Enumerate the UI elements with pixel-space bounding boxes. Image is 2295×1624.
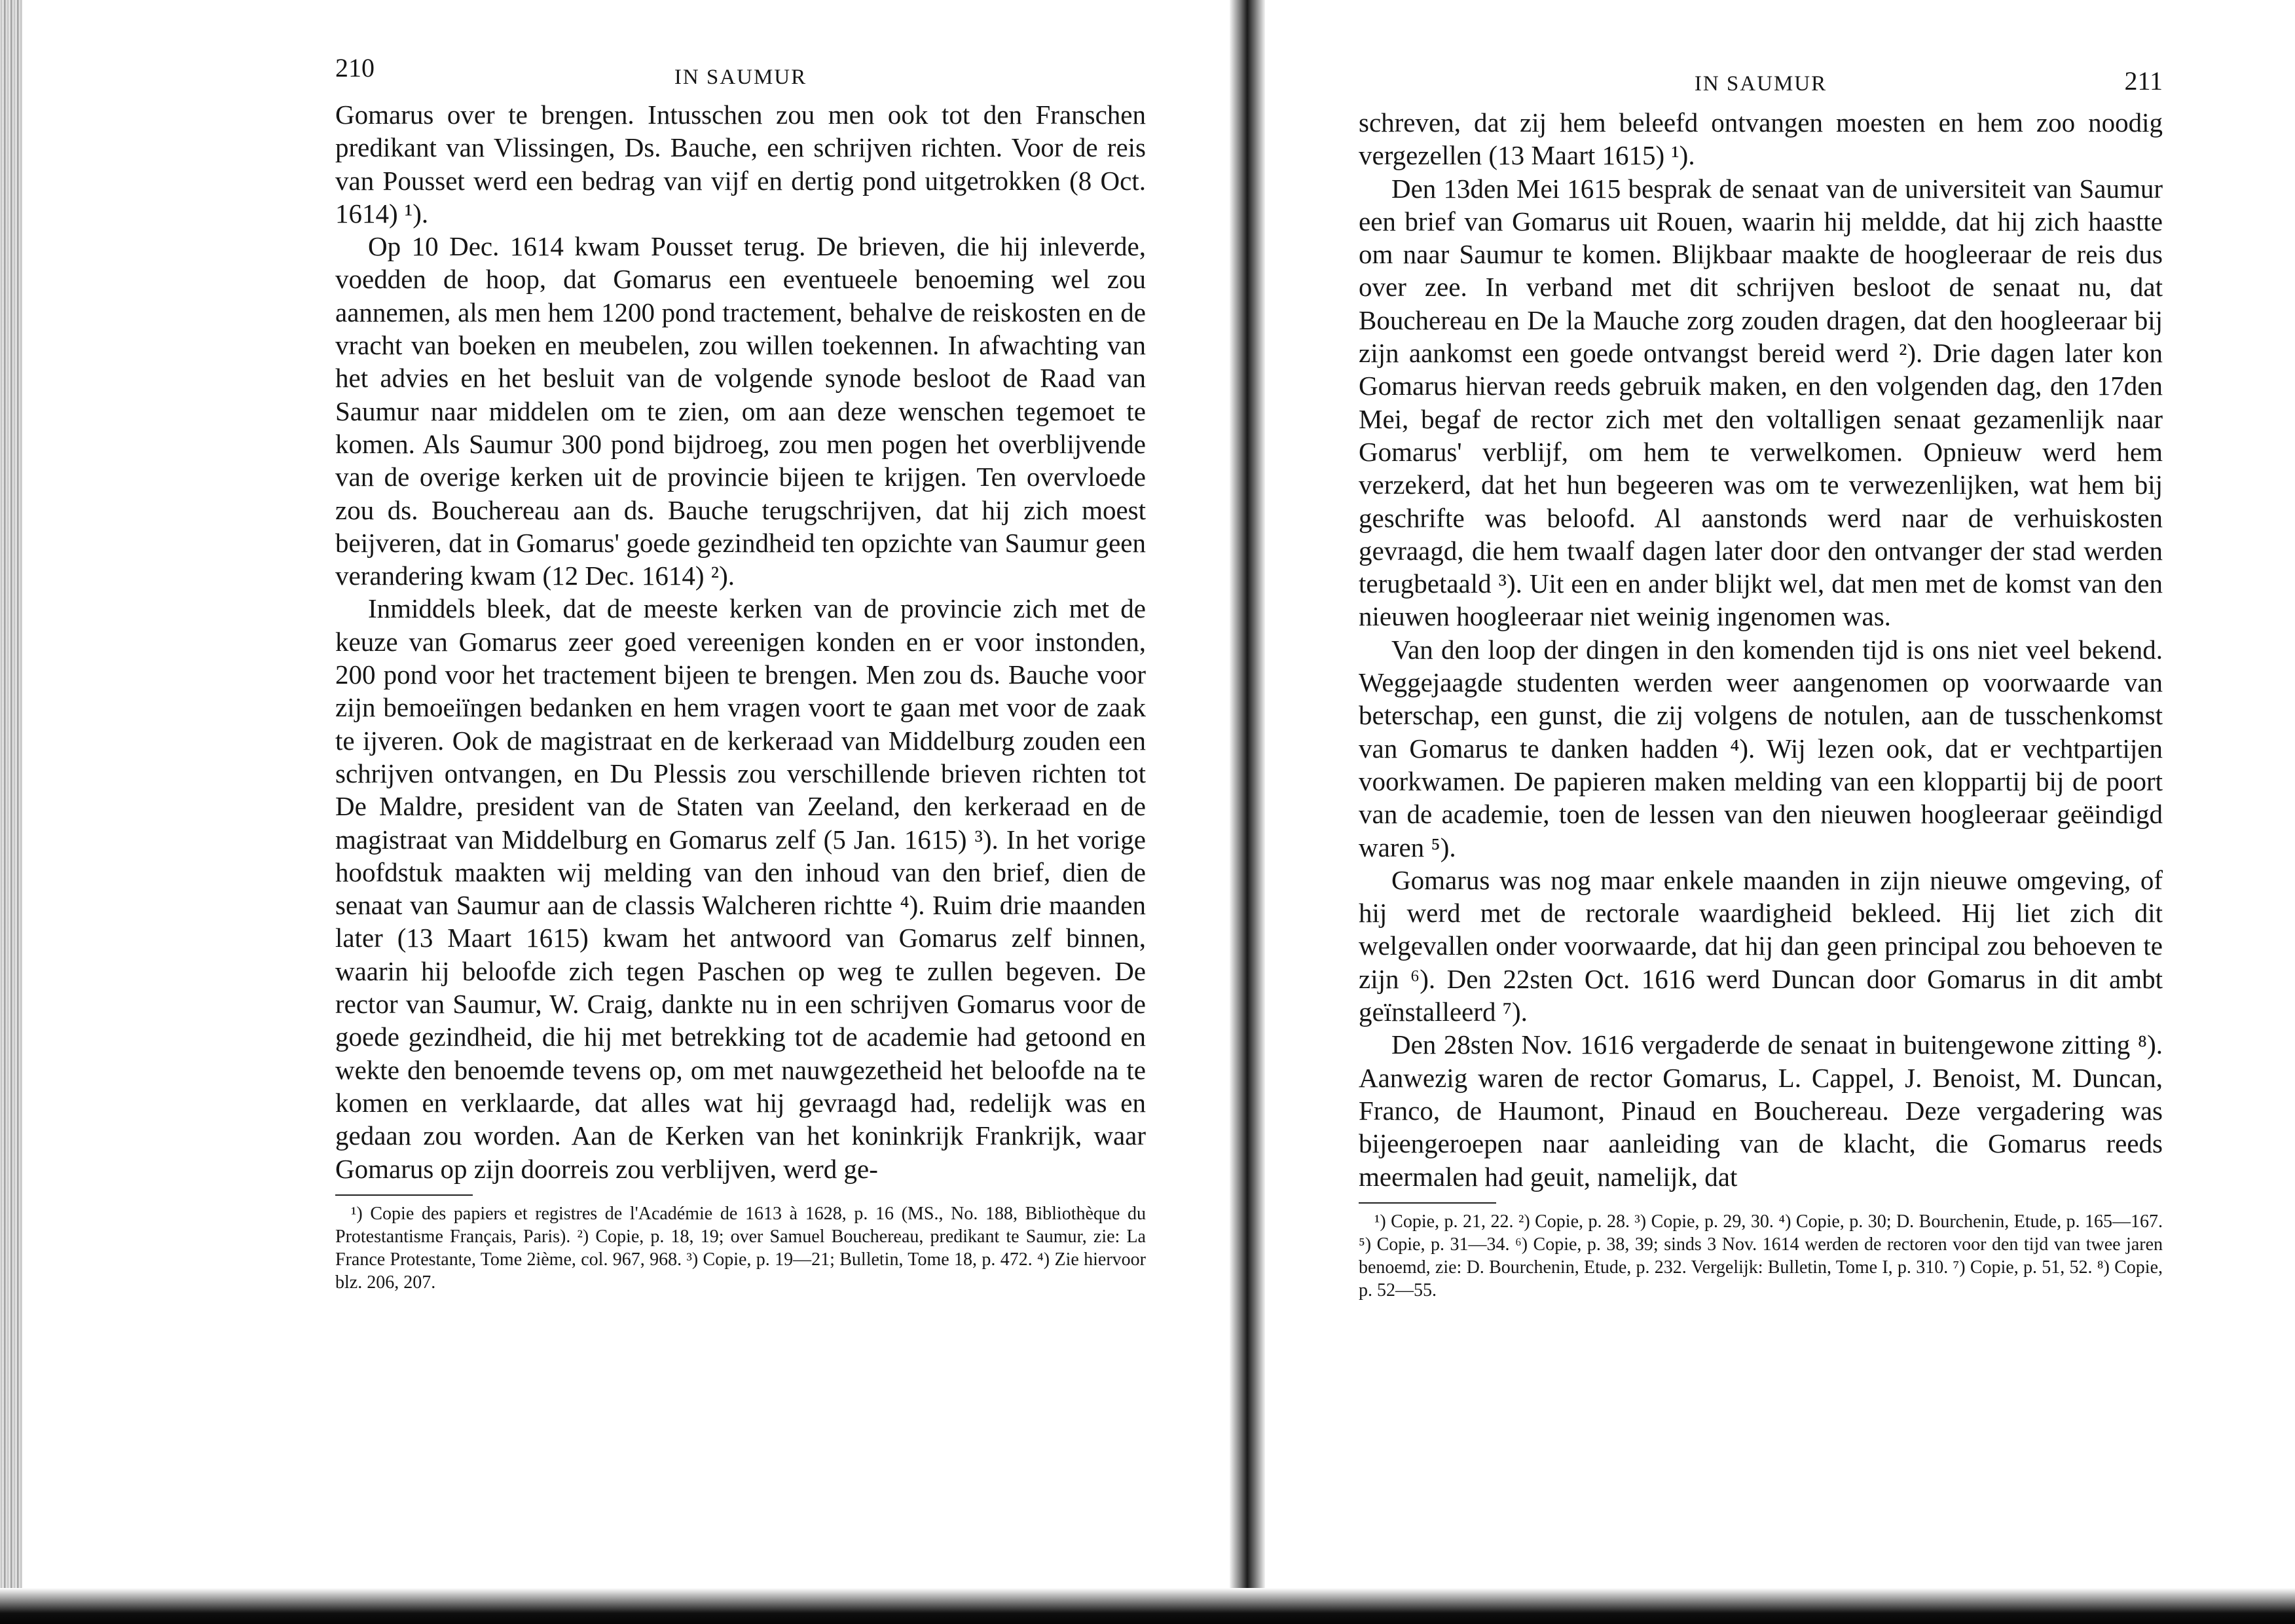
right-paragraph: schreven, dat zij hem beleefd ontvangen moesten en hem zoo noodig vergezellen (13 Maart 1615) ¹).: [1359, 107, 2163, 171]
left-footnote-rule: [335, 1194, 473, 1196]
scan-edge-bottom: [0, 1588, 2295, 1624]
left-paragraph: Gomarus over te brengen. Intusschen zou men ook tot den Franschen predikant van Vlissingen, Ds. Bauche, een schrijven richten. Voor de reis van Pousset werd een bedrag van vijf en dertig pond uitgetrokken (8 Oct. 1614) ¹).: [335, 100, 1146, 229]
left-running-head: [335, 52, 1146, 98]
book-gutter: [1230, 0, 1265, 1624]
right-page: [1359, 52, 2163, 1302]
right-footnote-rule: [1359, 1202, 1496, 1204]
left-page: [335, 52, 1146, 1294]
right-page-number: 211: [2124, 66, 2163, 96]
right-paragraph: Den 13den Mei 1615 besprak de senaat van de universiteit van Saumur een brief van Gomarus uit Rouen, waarin hij meldde, dat hij zich haastte om naar Saumur te komen. Blijkbaar maakte de hoogleeraar de reis dus over zee. In verband met dit schrijven besloot de senaat nu, dat Bouchereau en De la Mauche zorg zouden dragen, dat den hoogleeraar bij zijn aankomst een goede ontvangst bereid werd ²). Drie dagen later kon Gomarus hiervan reeds gebruik maken, en den volgenden dag, den 17den Mei, begaf de rector zich met den voltalligen senaat gezamenlijk naar Gomarus' verblijf, om hem te verwelkomen. Opnieuw werd hem verzekerd, dat het hun begeeren was om te verwezenlijken, wat hem bij geschrifte was beloofd. Al aanstonds werd naar de verhuiskosten gevraagd, die hem twaalf dagen later door den ontvanger der stad werden terugbetaald ³). Uit een en ander blijkt wel, dat men met de komst van den nieuwen hoogleeraar niet weinig ingenomen was.: [1359, 173, 2163, 632]
right-running-title: IN SAUMUR: [1694, 72, 1827, 96]
left-paragraph: Op 10 Dec. 1614 kwam Pousset terug. De brieven, die hij inleverde, voedden de hoop, dat Gomarus een eventueele benoeming wel zou aannemen, als men hem 1200 pond tractement, behalve de reiskosten en de vracht van boeken en meubelen, zou willen toekennen. In afwachting van het advies en het besluit van de volgende synode besloot de Raad van Saumur naar middelen om te zien, om aan deze wenschen tegemoet te komen. Als Saumur 300 pond bijdroeg, zou men pogen het overblijvende van de overige kerken uit de provincie bijeen te krijgen. Ten overvloede zou ds. Bouchereau aan ds. Bauche terugschrijven, dat hij zich moest beijveren, dat in Gomarus' goede gezindheid ten opzichte van Saumur geen verandering kwam (12 Dec. 1614) ²).: [335, 231, 1146, 591]
right-footnote: ¹) Copie, p. 21, 22. ²) Copie, p. 28. ³) Copie, p. 29, 30. ⁴) Copie, p. 30; D. Bourchenin, Etude, p. 165—167. ⁵) Copie, p. 31—34. ⁶) Copie, p. 38, 39; sinds 3 Nov. 1614 werden de rectoren voor den tijd van twee jaren benoemd, zie: D. Bourchenin, Etude, p. 232. Vergelijk: Bulletin, Tome I, p. 310. ⁷) Copie, p. 51, 52. ⁸) Copie, p. 52—55.: [1359, 1211, 2163, 1301]
right-paragraph: Den 28sten Nov. 1616 vergaderde de senaat in buitengewone zitting ⁸). Aanwezig waren de rector Gomarus, L. Cappel, J. Benoist, M. Duncan, Franco, de Haumont, Pinaud en Bouchereau. Deze vergadering was bijeengeroepen naar aanleiding van de klacht, die Gomarus reeds meermalen had geuit, namelijk, dat: [1359, 1029, 2163, 1192]
right-running-head: [1359, 52, 2163, 98]
left-body-text: [335, 98, 1146, 1185]
left-running-title: IN SAUMUR: [674, 65, 807, 89]
right-body-text: [1359, 106, 2163, 1193]
left-footnote: ¹) Copie des papiers et registres de l'Académie de 1613 à 1628, p. 16 (MS., No. 188, Bibliothèque du Protestantisme Français, Paris). ²) Copie, p. 18, 19; over Samuel Bouchereau, predikant te Saumur, zie: La France Protestante, Tome 2ième, col. 967, 968. ³) Copie, p. 19—21; Bulletin, Tome 18, p. 472. ⁴) Zie hiervoor blz. 206, 207.: [335, 1203, 1146, 1293]
scan-edge-left: [0, 0, 22, 1624]
right-paragraph: Van den loop der dingen in den komenden tijd is ons niet veel bekend. Weggejaagde studenten werden weer aangenomen op voorwaarde van beterschap, een gunst, die zij volgens de notulen, aan de tusschenkomst van Gomarus te danken hadden ⁴). Wij lezen ook, dat er vechtpartijen voorkwamen. De papieren maken melding van een kloppartij bij de poort van de academie, toen de lessen van den nieuwen hoogleeraar geëindigd waren ⁵).: [1359, 634, 2163, 862]
right-footnotes: [1359, 1210, 2163, 1302]
left-footnotes: [335, 1202, 1146, 1294]
right-paragraph: Gomarus was nog maar enkele maanden in zijn nieuwe omgeving, of hij werd met de rectorale waardigheid bekleed. Hij liet zich dit welgevallen onder voorwaarde, dat hij dan geen principal zou behoeven te zijn ⁶). Den 22sten Oct. 1616 werd Duncan door Gomarus in dit ambt geïnstalleerd ⁷).: [1359, 864, 2163, 1027]
left-paragraph: Inmiddels bleek, dat de meeste kerken van de provincie zich met de keuze van Gomarus zeer goed vereenigen konden en er voor instonden, 200 pond voor het tractement bijeen te brengen. Men zou ds. Bauche voor zijn bemoeiïngen bedanken en hem vragen voort te gaan met voor de zaak te ijveren. Ook de magistraat en de kerkeraad van Middelburg zouden een schrijven ontvangen, en Du Plessis zou verschillende brieven richten tot De Maldre, president van de Staten van Zeeland, den kerkeraad en de magistraat van Middelburg en Gomarus zelf (5 Jan. 1615) ³). In het vorige hoofdstuk maakten wij melding van den inhoud van den brief, dien de senaat van Saumur aan de classis Walcheren richtte ⁴). Ruim drie maanden later (13 Maart 1615) kwam het antwoord van Gomarus zelf binnen, waarin hij beloofde zich tegen Paschen op weg te zullen begeven. De rector van Saumur, W. Craig, dankte nu in een schrijven Gomarus voor de goede gezindheid, die hij met betrekking tot de academie had getoond en wekte den benoemde tevens op, om met nauwgezetheid het beloofde na te komen en verklaarde, dat alles wat hij gevraagd had, redelijk was en gedaan zou worden. Aan de Kerken van het koninkrijk Frankrijk, waar Gomarus op zijn doorreis zou verblijven, werd ge-: [335, 593, 1146, 1184]
left-page-number: 210: [335, 53, 375, 83]
